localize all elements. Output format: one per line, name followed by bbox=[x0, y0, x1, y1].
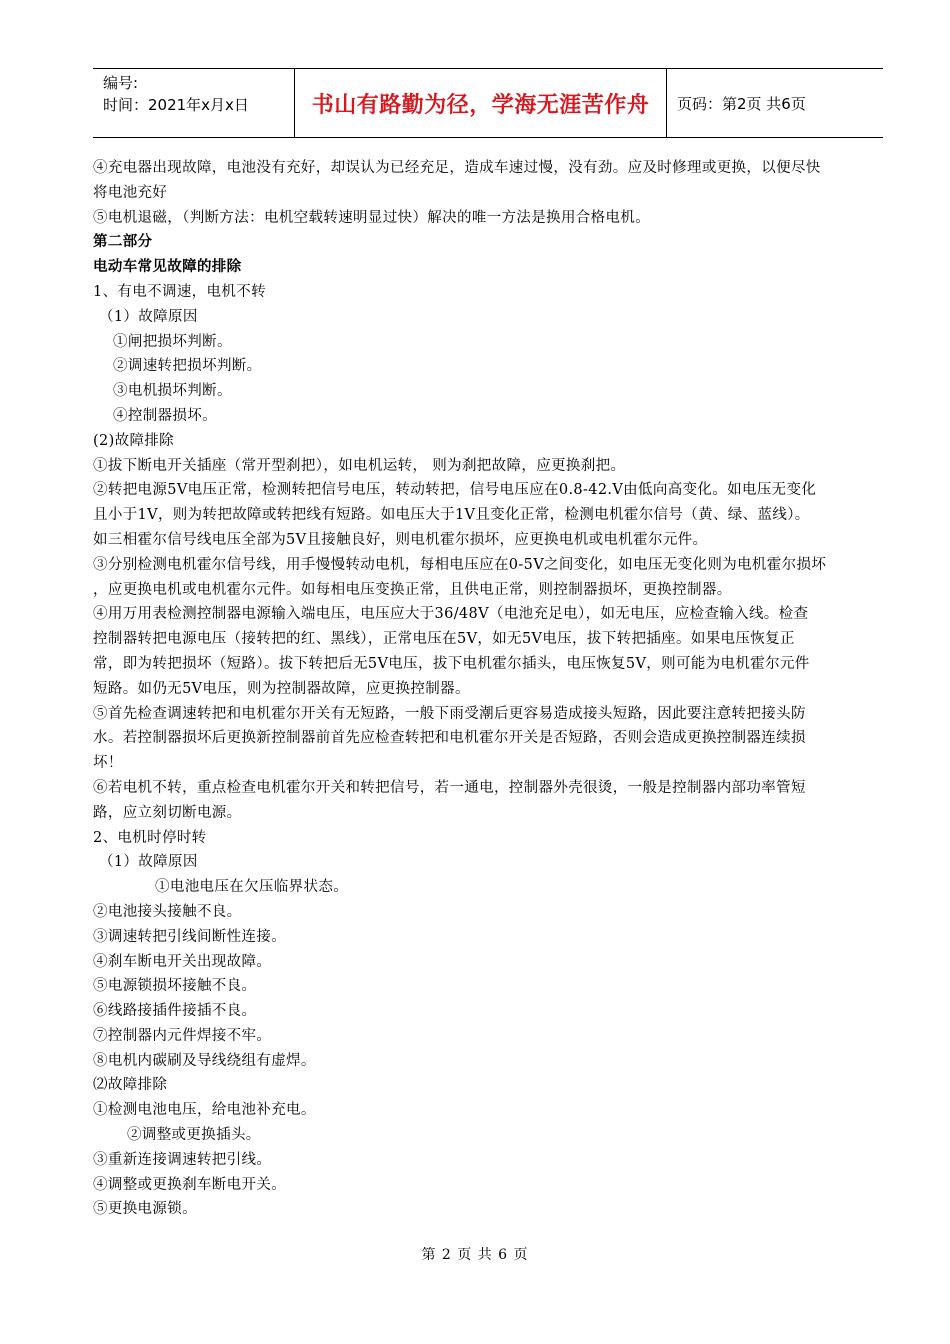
body-line: ③分别检测电机霍尔信号线，用手慢慢转动电机，每相电压应在0-5V之间变化，如电压无变化则为电机霍尔损坏 bbox=[93, 556, 827, 573]
body-line: 短路。如仍无5V电压，则为控制器故障，应更换控制器。 bbox=[93, 680, 470, 697]
header-page-label: 页码：第2页 共6页 bbox=[677, 94, 806, 113]
document-number-label: 编号: bbox=[103, 74, 139, 92]
body-line: ⑤首先检查调速转把和电机霍尔开关有无短路，一般下雨受潮后更容易造成接头短路，因此要注意转把接头防 bbox=[93, 705, 806, 722]
list-item: ①闸把损坏判断。 bbox=[113, 333, 232, 350]
body-line: （1）故障原因 bbox=[99, 854, 198, 871]
body-line: 2、电机时停时转 bbox=[93, 829, 207, 846]
page-footer: 第 2 页 共 6 页 bbox=[421, 1247, 529, 1263]
list-item: ⑥线路接插件接插不良。 bbox=[93, 1003, 257, 1020]
body-line: ，应更换电机或电机霍尔元件。如每相电压变换正常，且供电正常，则控制器损坏，更换控制器。 bbox=[93, 581, 732, 598]
body-line: 且小于1V，则为转把故障或转把线有短路。如电压大于1V且变化正常，检测电机霍尔信号（黄、绿、蓝线）。 bbox=[93, 507, 810, 524]
header-motto-cell bbox=[295, 69, 667, 137]
list-item: ③重新连接调速转把引线。 bbox=[93, 1151, 272, 1168]
list-item: ②电池接头接触不良。 bbox=[93, 903, 242, 920]
body-line: ④用万用表检测控制器电源输入端电压，电压应大于36/48V（电池充足电），如无电压，应检查输入线。检查 bbox=[93, 606, 809, 623]
body-line: 将电池充好 bbox=[93, 184, 168, 201]
list-item: ④控制器损坏。 bbox=[113, 407, 217, 424]
header-motto: 书山有路勤为径，学海无涯苦作舟 bbox=[311, 92, 650, 118]
section-subheading: 电动车常见故障的排除 bbox=[93, 259, 242, 276]
body-line: ①拔下断电开关插座（常开型刹把），如电机运转， 则为刹把故障，应更换刹把。 bbox=[93, 457, 626, 474]
body-line: (2)故障排除 bbox=[93, 432, 174, 449]
body-line: ⑤电机退磁，（判断方法：电机空载转速明显过快）解决的唯一方法是换用合格电机。 bbox=[93, 209, 651, 226]
body-line: 常，即为转把损坏（短路）。拔下转把后无5V电压，拔下电机霍尔插头，电压恢复5V，则可能为电机霍尔元件 bbox=[93, 655, 810, 672]
body-line: ②转把电源5V电压正常，检测转把信号电压，转动转把，信号电压应在0.8-42.V由低向高变化。如电压无变化 bbox=[93, 482, 817, 499]
list-item: ④调整或更换刹车断电开关。 bbox=[93, 1176, 287, 1193]
body-line: 控制器转把电源电压（接转把的红、黑线），正常电压在5V，如无5V电压，拔下转把插座。如果电压恢复正 bbox=[93, 631, 795, 648]
body-line: ④充电器出现故障，电池没有充好，却误认为已经充足，造成车速过慢，没有劲。应及时修理或更换，以便尽快 bbox=[93, 160, 821, 176]
list-item: ②调速转把损坏判断。 bbox=[113, 358, 262, 375]
list-item: ③电机损坏判断。 bbox=[113, 383, 232, 400]
list-item: ⑤更换电源锁。 bbox=[93, 1201, 197, 1218]
header-table bbox=[93, 68, 883, 138]
list-item: ③调速转把引线间断性连接。 bbox=[93, 928, 287, 945]
body-line: 如三相霍尔信号线电压全部为5V且接触良好，则电机霍尔损坏，应更换电机或电机霍尔元件。 bbox=[93, 531, 708, 548]
body-line: 路，应立刻切断电源。 bbox=[93, 804, 242, 821]
body-line: 水。若控制器损坏后更换新控制器前首先应检查转把和电机霍尔开关是否短路，否则会造成更换控制器连续损 bbox=[93, 730, 806, 747]
body-line: 1、有电不调速，电机不转 bbox=[93, 283, 266, 300]
body-line: ⑵故障排除 bbox=[93, 1077, 168, 1094]
body-line: 坏！ bbox=[93, 755, 123, 772]
list-item: ④刹车断电开关出现故障。 bbox=[93, 953, 272, 970]
header-page-cell bbox=[667, 69, 883, 137]
header-info-cell bbox=[93, 69, 295, 137]
list-item: ①电池电压在欠压临界状态。 bbox=[155, 879, 349, 896]
body-line: （1）故障原因 bbox=[99, 308, 198, 325]
list-item: ②调整或更换插头。 bbox=[127, 1127, 261, 1144]
list-item: ⑦控制器内元件焊接不牢。 bbox=[93, 1027, 272, 1044]
document-body bbox=[93, 156, 883, 1222]
list-item: ⑤电源锁损坏接触不良。 bbox=[93, 978, 257, 995]
list-item: ⑧电机内碳刷及导线绕组有虚焊。 bbox=[93, 1052, 316, 1069]
body-line: ⑥若电机不转，重点检查电机霍尔开关和转把信号，若一通电，控制器外壳很烫，一般是控制器内部功率管短 bbox=[93, 779, 806, 796]
document-time-label: 时间：2021年x月x日 bbox=[103, 96, 249, 114]
section-heading: 第二部分 bbox=[93, 234, 153, 251]
list-item: ①检测电池电压，给电池补充电。 bbox=[93, 1102, 316, 1119]
